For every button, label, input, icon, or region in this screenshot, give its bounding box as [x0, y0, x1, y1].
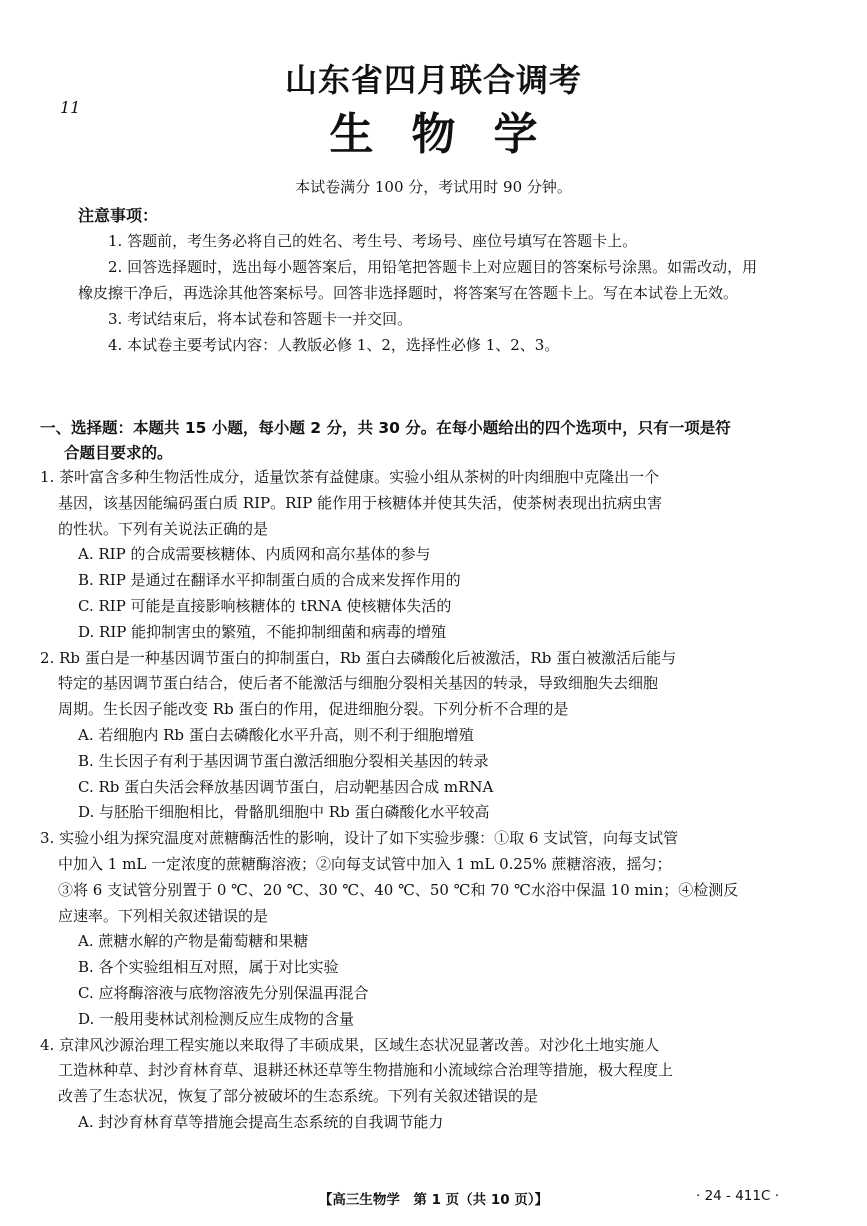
question-2	[40, 646, 770, 827]
note-item: 4. 本试卷主要考试内容：人教版必修 1、2，选择性必修 1、2、3。	[108, 336, 560, 354]
note-item: 3. 考试结束后，将本试卷和答题卡一并交回。	[108, 310, 413, 328]
stem-line: 改善了生态状况，恢复了部分被破坏的生态系统。下列有关叙述错误的是	[58, 1087, 539, 1106]
stem-line: 2. Rb 蛋白是一种基因调节蛋白的抑制蛋白，Rb 蛋白去磷酸化后被激活，Rb 蛋白被激活后能与	[40, 648, 677, 667]
question-list	[40, 465, 770, 1136]
handwritten-mark: 11	[60, 98, 81, 117]
section-heading-line: 合题目要求的。	[64, 444, 173, 462]
notes-list	[78, 228, 770, 358]
exam-intro: 本试卷满分 100 分，考试用时 90 分钟。	[295, 178, 572, 196]
option-a: A. 封沙育林育草等措施会提高生态系统的自我调节能力	[78, 1112, 444, 1131]
page-number-label: 【高三生物学 第 1 页（共 10 页）】	[318, 1192, 549, 1208]
option-d: D. 与胚胎干细胞相比，骨骼肌细胞中 Rb 蛋白磷酸化水平较高	[78, 803, 490, 822]
stem-line: 1. 茶叶富含多种生物活性成分，适量饮茶有益健康。实验小组从茶树的叶肉细胞中克隆出一个	[40, 468, 660, 486]
note-item: 1. 答题前，考生务必将自己的姓名、考生号、考场号、座位号填写在答题卡上。	[108, 232, 638, 250]
question-stem	[40, 465, 770, 542]
option-a: A. 若细胞内 Rb 蛋白去磷酸化水平升高，则不利于细胞增殖	[78, 725, 474, 744]
option-b: B. 生长因子有利于基因调节蛋白激活细胞分裂相关基因的转录	[78, 751, 489, 770]
stem-line: 应速率。下列相关叙述错误的是	[58, 906, 269, 925]
stem-line: 基因，该基因能编码蛋白质 RIP。RIP 能作用于核糖体并使其失活，使茶树表现出抗病虫害	[58, 493, 663, 512]
stem-line: 工造林种草、封沙育林育草、退耕还林还草等生物措施和小流域综合治理等措施，极大程度上	[58, 1061, 674, 1080]
note-item: 2. 回答选择题时，选出每小题答案后，用铅笔把答题卡上对应题目的答案标号涂黑。如需改动，用橡皮擦干净后，再选涂其他答案标号。回答非选择题时，将答案写在答题卡上。写在本试卷上无效。	[78, 258, 758, 302]
option-b: B. 各个实验组相互对照，属于对比实验	[78, 958, 339, 977]
stem-line: 的性状。下列有关说法正确的是	[58, 519, 269, 538]
question-4	[40, 1033, 770, 1136]
option-b: B. RIP 是通过在翻译水平抑制蛋白质的合成来发挥作用的	[78, 571, 461, 590]
option-d: D. 一般用斐林试剂检测反应生成物的含量	[78, 1009, 355, 1028]
option-c: C. RIP 可能是直接影响核糖体的 tRNA 使核糖体失活的	[78, 596, 452, 615]
question-stem	[40, 1033, 770, 1110]
subject-title: 生物学	[329, 109, 576, 160]
stem-line: 中加入 1 mL 一定浓度的蔗糖酶溶液；②向每支试管中加入 1 mL 0.25% 蔗糖溶液，摇匀；	[58, 854, 672, 873]
question-stem	[40, 646, 770, 723]
stem-line: 4. 京津风沙源治理工程实施以来取得了丰硕成果，区域生态状况显著改善。对沙化土地实施人	[40, 1035, 660, 1054]
exam-title: 山东省四月联合调考	[284, 61, 582, 99]
section-heading	[40, 416, 772, 466]
section-heading-line: 一、选择题：本题共 15 小题，每小题 2 分，共 30 分。在每小题给出的四个选项中，只有一项是符	[40, 419, 731, 437]
option-c: C. Rb 蛋白失活会释放基因调节蛋白，启动靶基因合成 mRNA	[78, 777, 494, 796]
option-a: A. 蔗糖水解的产物是葡萄糖和果糖	[78, 932, 309, 951]
question-stem	[40, 826, 770, 929]
option-a: A. RIP 的合成需要核糖体、内质网和高尔基体的参与	[78, 545, 431, 564]
stem-line: 特定的基因调节蛋白结合，使后者不能激活与细胞分裂相关基因的转录，导致细胞失去细胞	[58, 674, 659, 693]
stem-line: 3. 实验小组为探究温度对蔗糖酶活性的影响，设计了如下实验步骤：①取 6 支试管，向每支试管	[40, 829, 679, 848]
stem-line: 周期。生长因子能改变 Rb 蛋白的作用，促进细胞分裂。下列分析不合理的是	[58, 700, 569, 719]
question-3	[40, 826, 770, 1032]
stem-line: ③将 6 支试管分别置于 0 ℃、20 ℃、30 ℃、40 ℃、50 ℃和 70 ℃水浴中保温 10 min；④检测反	[58, 880, 739, 899]
question-1	[40, 465, 770, 646]
notes-heading: 注意事项：	[78, 206, 159, 225]
option-d: D. RIP 能抑制害虫的繁殖，不能抑制细菌和病毒的增殖	[78, 622, 447, 641]
option-c: C. 应将酶溶液与底物溶液先分别保温再混合	[78, 983, 369, 1002]
exam-code: · 24 - 411C ·	[696, 1188, 779, 1204]
